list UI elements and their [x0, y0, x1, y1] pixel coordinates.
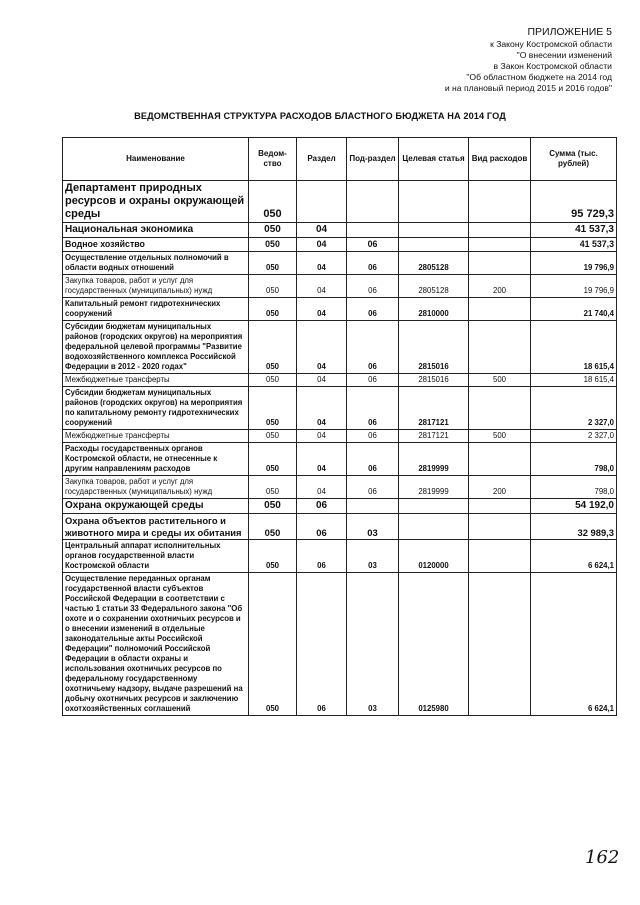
- cell-expense-type: [469, 573, 531, 716]
- header-expense-type: Вид расходов: [469, 138, 531, 181]
- cell-department: 050: [249, 374, 297, 387]
- cell-subsection: 06: [347, 321, 399, 374]
- cell-amount: 6 624,1: [531, 573, 617, 716]
- table-row: [63, 499, 617, 514]
- cell-section: 06: [297, 499, 347, 514]
- cell-target-article: 2815016: [399, 321, 469, 374]
- cell-name: Субсидии бюджетам муниципальных районов (городских округов) на мероприятия федеральной целевой программы "Развитие водохозяйственного комплекса Российской Федерации в 2012 - 2020 годах": [63, 321, 249, 374]
- cell-name: Закупка товаров, работ и услуг для государственных (муниципальных) нужд: [63, 476, 249, 499]
- cell-name: Межбюджетные трансферты: [63, 430, 249, 443]
- cell-section: 04: [297, 321, 347, 374]
- cell-expense-type: [469, 540, 531, 573]
- cell-name: Расходы государственных органов Костромской области, не отнесенные к другим направлениям расходов: [63, 443, 249, 476]
- cell-expense-type: [469, 321, 531, 374]
- cell-expense-type: 500: [469, 430, 531, 443]
- appendix-heading: [312, 26, 612, 94]
- cell-subsection: 06: [347, 252, 399, 275]
- cell-subsection: 06: [347, 275, 399, 298]
- table-row: [63, 387, 617, 430]
- table-row: [63, 476, 617, 499]
- cell-amount: 18 615,4: [531, 321, 617, 374]
- cell-name: Субсидии бюджетам муниципальных районов (городских округов) на мероприятия по капитальному ремонту гидротехнических сооружений: [63, 387, 249, 430]
- table-row: [63, 514, 617, 540]
- cell-subsection: 06: [347, 476, 399, 499]
- cell-amount: 798,0: [531, 443, 617, 476]
- cell-name: Закупка товаров, работ и услуг для государственных (муниципальных) нужд: [63, 275, 249, 298]
- cell-section: [297, 181, 347, 223]
- header-section: Раздел: [297, 138, 347, 181]
- cell-expense-type: [469, 387, 531, 430]
- cell-expense-type: 200: [469, 275, 531, 298]
- cell-subsection: [347, 499, 399, 514]
- header-name: Наименование: [63, 138, 249, 181]
- table-row: [63, 443, 617, 476]
- table-row: [63, 238, 617, 252]
- cell-section: 04: [297, 387, 347, 430]
- cell-target-article: 2817121: [399, 387, 469, 430]
- cell-section: 04: [297, 443, 347, 476]
- cell-amount: 41 537,3: [531, 238, 617, 252]
- cell-target-article: 2815016: [399, 374, 469, 387]
- budget-table: [62, 137, 617, 716]
- cell-section: 04: [297, 374, 347, 387]
- table-body: [63, 181, 617, 716]
- header-subsection: Под-раздел: [347, 138, 399, 181]
- cell-department: 050: [249, 499, 297, 514]
- cell-name: Национальная экономика: [63, 223, 249, 238]
- cell-name: Водное хозяйство: [63, 238, 249, 252]
- cell-target-article: 2810000: [399, 298, 469, 321]
- appendix-line: к Закону Костромской области: [490, 39, 612, 49]
- header-department: Ведом-ство: [249, 138, 297, 181]
- cell-subsection: 06: [347, 443, 399, 476]
- page-number: 162: [585, 847, 620, 868]
- cell-department: 050: [249, 275, 297, 298]
- cell-amount: 2 327,0: [531, 430, 617, 443]
- cell-name: Охрана окружающей среды: [63, 499, 249, 514]
- cell-target-article: 2805128: [399, 252, 469, 275]
- cell-amount: 798,0: [531, 476, 617, 499]
- appendix-line: в Закон Костромской области: [493, 61, 612, 71]
- cell-name: Охрана объектов растительного и животного мира и среды их обитания: [63, 514, 249, 540]
- table-row: [63, 252, 617, 275]
- table-row: [63, 223, 617, 238]
- cell-section: 04: [297, 275, 347, 298]
- cell-name: Капитальный ремонт гидротехнических сооружений: [63, 298, 249, 321]
- cell-target-article: 2819999: [399, 443, 469, 476]
- cell-section: 04: [297, 238, 347, 252]
- cell-section: 04: [297, 430, 347, 443]
- cell-target-article: [399, 238, 469, 252]
- cell-department: 050: [249, 252, 297, 275]
- cell-subsection: 06: [347, 374, 399, 387]
- cell-subsection: 06: [347, 387, 399, 430]
- cell-name: Осуществление отдельных полномочий в области водных отношений: [63, 252, 249, 275]
- cell-department: 050: [249, 514, 297, 540]
- cell-section: 06: [297, 540, 347, 573]
- table-row: [63, 275, 617, 298]
- cell-expense-type: [469, 499, 531, 514]
- cell-amount: 19 796,9: [531, 275, 617, 298]
- table-row: [63, 430, 617, 443]
- appendix-line: и на плановый период 2015 и 2016 годов": [444, 83, 612, 93]
- cell-department: 050: [249, 321, 297, 374]
- cell-department: 050: [249, 430, 297, 443]
- cell-section: 04: [297, 298, 347, 321]
- cell-amount: 54 192,0: [531, 499, 617, 514]
- table-row: [63, 540, 617, 573]
- cell-amount: 32 989,3: [531, 514, 617, 540]
- cell-subsection: 06: [347, 430, 399, 443]
- header-amount: Сумма (тыс. рублей): [531, 138, 617, 181]
- document-title: ВЕДОМСТВЕННАЯ СТРУКТУРА РАСХОДОВ БЛАСТНОГО БЮДЖЕТА НА 2014 ГОД: [134, 111, 506, 121]
- appendix-line: "О внесении изменений: [516, 50, 612, 60]
- cell-target-article: 2817121: [399, 430, 469, 443]
- cell-department: 050: [249, 298, 297, 321]
- cell-subsection: [347, 181, 399, 223]
- cell-expense-type: [469, 443, 531, 476]
- cell-section: 06: [297, 573, 347, 716]
- cell-name: Департамент природных ресурсов и охраны окружающей среды: [63, 181, 249, 223]
- cell-expense-type: [469, 252, 531, 275]
- cell-target-article: [399, 499, 469, 514]
- cell-subsection: 03: [347, 540, 399, 573]
- cell-amount: 19 796,9: [531, 252, 617, 275]
- cell-amount: 2 327,0: [531, 387, 617, 430]
- cell-target-article: 2819999: [399, 476, 469, 499]
- cell-amount: 18 615,4: [531, 374, 617, 387]
- cell-expense-type: 200: [469, 476, 531, 499]
- cell-section: 04: [297, 476, 347, 499]
- header-target-article: Целевая статья: [399, 138, 469, 181]
- cell-department: 050: [249, 540, 297, 573]
- cell-department: 050: [249, 573, 297, 716]
- cell-expense-type: 500: [469, 374, 531, 387]
- cell-name: Центральный аппарат исполнительных органов государственной власти Костромской области: [63, 540, 249, 573]
- cell-target-article: [399, 181, 469, 223]
- table-row: [63, 573, 617, 716]
- table-row: [63, 298, 617, 321]
- cell-amount: 6 624,1: [531, 540, 617, 573]
- table-row: [63, 181, 617, 223]
- appendix-line: "Об областном бюджете на 2014 год: [466, 72, 612, 82]
- cell-target-article: [399, 223, 469, 238]
- cell-expense-type: [469, 298, 531, 321]
- cell-subsection: 06: [347, 298, 399, 321]
- cell-section: 04: [297, 223, 347, 238]
- cell-amount: 41 537,3: [531, 223, 617, 238]
- cell-subsection: 03: [347, 573, 399, 716]
- cell-amount: 21 740,4: [531, 298, 617, 321]
- cell-department: 050: [249, 443, 297, 476]
- cell-expense-type: [469, 514, 531, 540]
- cell-name: Осуществление переданных органам государственной власти субъектов Российской Федерации в соответствии с частью 1 статьи 33 Федерального закона "Об охоте и о сохранении охотничьих ресурсов и о внесении изменений в отдельные законодательные акты Российской Федерации" полномочий Российской Федерации в области охраны и использования охотничьих ресурсов по федеральному государственному охотничьему надзору, выдаче разрешений на добычу охотничьих ресурсов и заключению охотхозяйственных соглашений: [63, 573, 249, 716]
- cell-subsection: 06: [347, 238, 399, 252]
- cell-target-article: 2805128: [399, 275, 469, 298]
- cell-amount: 95 729,3: [531, 181, 617, 223]
- cell-expense-type: [469, 238, 531, 252]
- cell-department: 050: [249, 223, 297, 238]
- cell-target-article: 0125980: [399, 573, 469, 716]
- appendix-line: ПРИЛОЖЕНИЕ 5: [527, 26, 612, 38]
- cell-department: 050: [249, 476, 297, 499]
- cell-department: 050: [249, 181, 297, 223]
- cell-department: 050: [249, 238, 297, 252]
- cell-section: 06: [297, 514, 347, 540]
- cell-subsection: [347, 223, 399, 238]
- table-row: [63, 374, 617, 387]
- cell-target-article: 0120000: [399, 540, 469, 573]
- cell-section: 04: [297, 252, 347, 275]
- cell-department: 050: [249, 387, 297, 430]
- cell-subsection: 03: [347, 514, 399, 540]
- table-header-row: [63, 138, 617, 181]
- cell-expense-type: [469, 181, 531, 223]
- cell-name: Межбюджетные трансферты: [63, 374, 249, 387]
- table-row: [63, 321, 617, 374]
- cell-target-article: [399, 514, 469, 540]
- cell-expense-type: [469, 223, 531, 238]
